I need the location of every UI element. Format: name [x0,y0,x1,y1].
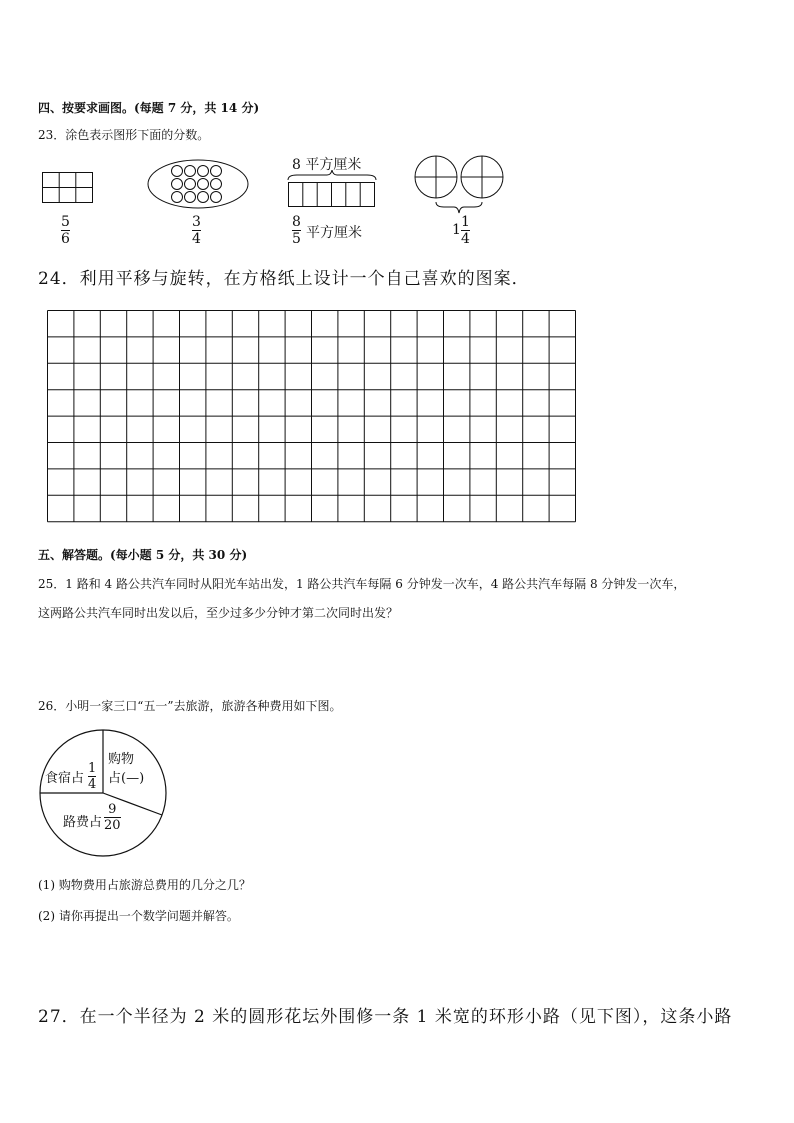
question-26-sub2: (2) 请你再提出一个数学问题并解答。 [38,909,239,923]
q23-bar-with-brace [287,170,377,210]
question-25-line1: 25．1 路和 4 路公共汽车同时从阳光车站出发，1 路公共汽车每隔 6 分钟发一次车，4 路公共汽车每隔 8 分钟发一次车， [38,577,686,591]
pie-label-shopping: 购物 [108,752,135,767]
q23-two-circles [414,155,506,215]
question-26-sub1: (1) 购物费用占旅游总费用的几分之几？ [38,878,251,892]
pie-fraction-travel: 9 20 [104,802,121,833]
question-27-text: 27．在一个半径为 2 米的圆形花坛外围修一条 1 米宽的环形小路（见下图），这条小路 [38,1007,733,1027]
q23-mixed-whole: 1 [452,222,461,238]
pie-label-food: 食宿占 [45,771,85,786]
q23-fraction-8-5: 8 5 [292,214,301,247]
q23-fraction-5-6: 5 6 [61,214,70,247]
pie-fraction-food: 1 4 [88,761,97,792]
section-5-heading: 五、解答题。(每小题 5 分，共 30 分) [38,548,248,562]
expense-pie-chart [36,726,170,860]
pie-label-travel: 路费占 [63,815,103,830]
q23-fraction-3-4: 3 4 [192,214,201,247]
grid-paper[interactable] [47,310,579,524]
section-4-heading: 四、按要求画图。(每题 7 分，共 14 分) [38,101,260,115]
q23-rectangle-grid [42,172,96,204]
q23-ellipse-circles [147,158,251,210]
q23-fraction-1-4: 1 4 [461,214,470,247]
q23-area-unit: 平方厘米 [306,225,362,241]
question-23-text: 23．涂色表示图形下面的分数。 [38,128,210,142]
question-26-text: 26．小明一家三口“五一”去旅游，旅游各种费用如下图。 [38,699,342,713]
q23-area-label: 8 平方厘米 [292,157,362,173]
question-25-line2: 这两路公共汽车同时出发以后，至少过多少分钟才第二次同时出发？ [38,606,399,620]
question-24-text: 24．利用平移与旋转，在方格纸上设计一个自己喜欢的图案． [38,269,530,289]
pie-label-shopping-fraction: 占(—) [108,771,145,786]
